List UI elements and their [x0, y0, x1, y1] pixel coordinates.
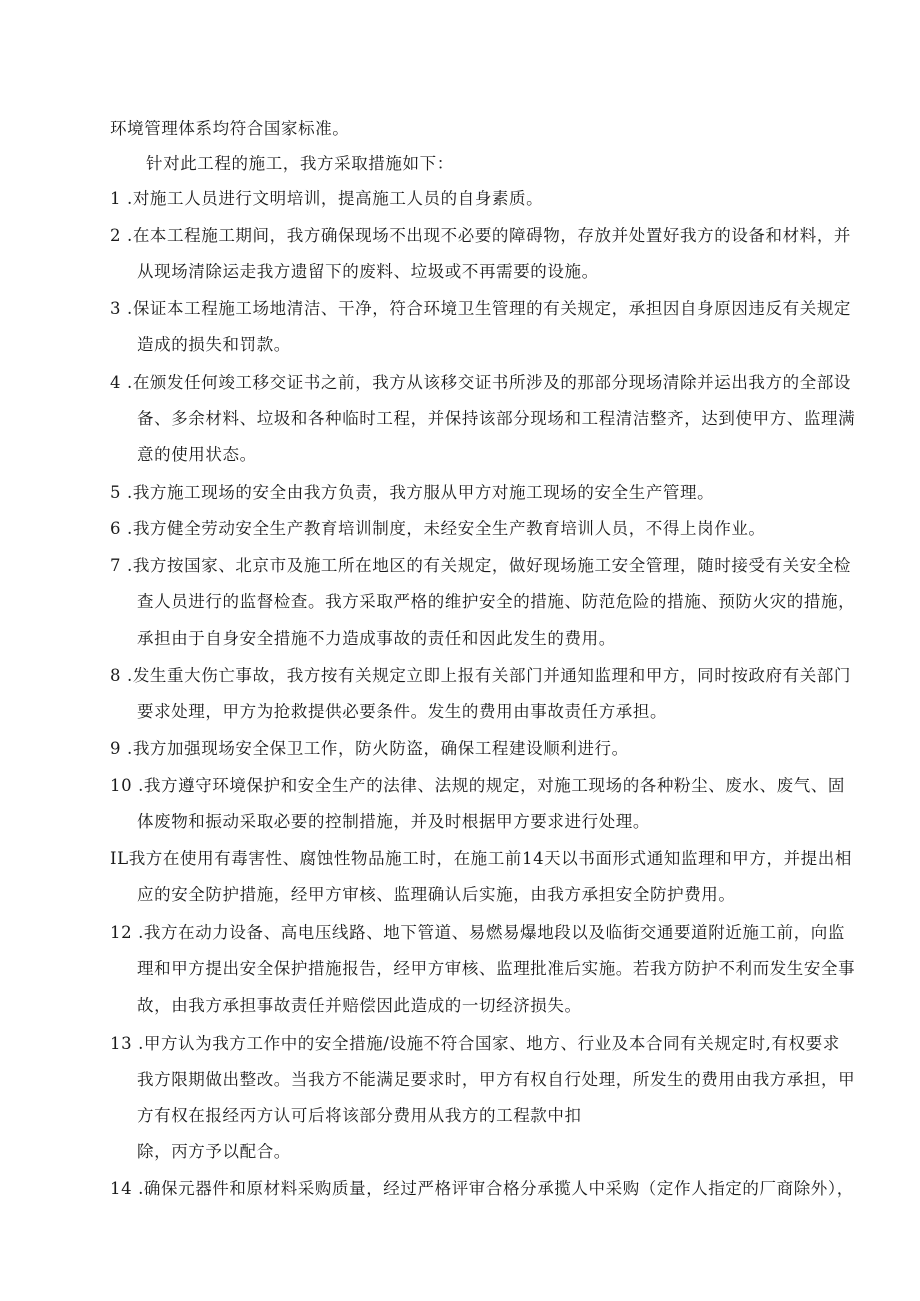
item-number: 8 [110, 666, 122, 685]
item-text: .发生重大伤亡事故，我方按有关规定立即上报有关部门并通知监理和甲方，同时按政府有关部门 [126, 666, 852, 685]
item-text: .在本工程施工期间，我方确保现场不出现不必要的障碍物，存放并处置好我方的设备和材料，并 [126, 226, 852, 245]
item-text-continuation: 查人员进行的监督检查。我方采取严格的维护安全的措施、防范危险的措施、预防火灾的措施， [137, 592, 856, 611]
item-text-continuation: 体废物和振动采取必要的控制措施，并及时根据甲方要求进行处理。 [137, 812, 650, 831]
item-text: .在颁发任何竣工移交证书之前，我方从该移交证书所涉及的那部分现场清除并运出我方的全部设 [126, 373, 852, 392]
item-number: 3 [110, 299, 122, 318]
item-number: 7 [110, 556, 122, 575]
item-text-continuation: 方有权在报经丙方认可后将该部分费用从我方的工程款中扣 [137, 1106, 582, 1125]
item-text: .确保元器件和原材料采购质量，经过严格评审合格分承揽人中采购（定作人指定的厂商除外）， [138, 1179, 854, 1198]
item-text-continuation: 备、多余材料、垃圾和各种临时工程，并保持该部分现场和工程清洁整齐，达到使甲方、监理满 [137, 409, 856, 428]
list-item [110, 848, 852, 870]
intro-line: 环境管理体系均符合国家标准。 [110, 119, 350, 138]
item-text-continuation: 承担由于自身安全措施不力造成事故的责任和因此发生的费用。 [137, 629, 616, 648]
list-item [110, 298, 851, 320]
item-number: 2 [110, 226, 122, 245]
lead-in: 针对此工程的施工，我方采取措施如下： [146, 154, 454, 173]
item-text-continuation: 从现场清除运走我方遗留下的废料、垃圾或不再需要的设施。 [137, 262, 599, 281]
item-number: 13 [110, 1034, 133, 1053]
item-text: .我方施工现场的安全由我方负责，我方服从甲方对施工现场的安全生产管理。 [126, 483, 715, 502]
item-text: .我方健全劳动安全生产教育培训制度，未经安全生产教育培训人员，不得上岗作业。 [126, 519, 766, 538]
item-number: 6 [110, 519, 122, 538]
item-text: .我方加强现场安全保卫工作，防火防盗，确保工程建设顺利进行。 [126, 739, 629, 758]
list-item [110, 225, 851, 247]
item-text-continuation: 理和甲方提出安全保护措施报告，经甲方审核、监理批准后实施。若我方防护不利而发生安全事 [137, 959, 856, 978]
list-item [110, 738, 629, 760]
item-number: IL [110, 849, 129, 868]
item-text: .我方遵守环境保护和安全生产的法律、法规的规定，对施工现场的各种粉尘、废水、废气、固 [138, 776, 846, 795]
item-number: 1 [110, 189, 122, 208]
list-item [110, 1178, 854, 1200]
item-text-continuation: 除，丙方予以配合。 [137, 1142, 291, 1161]
item-text: .我方按国家、北京市及施工所在地区的有关规定，做好现场施工安全管理，随时接受有关安全检 [126, 556, 852, 575]
item-text: .保证本工程施工场地清洁、干净，符合环境卫生管理的有关规定，承担因自身原因违反有关规定 [126, 299, 852, 318]
list-item [110, 922, 845, 944]
item-number: 10 [110, 776, 133, 795]
item-text-continuation: 故，由我方承担事故责任并赔偿因此造成的一切经济损失。 [137, 996, 582, 1015]
list-item [110, 555, 851, 577]
item-number: 9 [110, 739, 122, 758]
item-text: .我方在动力设备、高电压线路、地下管道、易燃易爆地段以及临街交通要道附近施工前，向监 [138, 923, 846, 942]
item-text: .甲方认为我方工作中的安全措施/设施不符合国家、地方、行业及本合同有关规定时,有权要求 [138, 1034, 840, 1053]
item-text-continuation: 应的安全防护措施，经甲方审核、监理确认后实施，由我方承担安全防护费用。 [137, 885, 736, 904]
item-number: 12 [110, 923, 133, 942]
list-item [110, 665, 851, 687]
item-number: 4 [110, 373, 122, 392]
item-number: 5 [110, 483, 122, 502]
item-text-continuation: 造成的损失和罚款。 [137, 335, 291, 354]
item-text-continuation: 意的使用状态。 [137, 445, 257, 464]
list-item [110, 518, 766, 540]
item-text: 我方在使用有毒害性、腐蚀性物品施工时，在施工前14天以书面形式通知监理和甲方，并提出相 [128, 849, 852, 868]
list-item [110, 372, 851, 394]
list-item [110, 188, 543, 210]
list-item [110, 1033, 840, 1055]
list-item [110, 775, 845, 797]
item-number: 14 [110, 1179, 133, 1198]
item-text: .对施工人员进行文明培训，提高施工人员的自身素质。 [126, 189, 544, 208]
item-text-continuation: 要求处理，甲方为抢救提供必要条件。发生的费用由事故责任方承担。 [137, 702, 668, 721]
list-item [110, 482, 714, 504]
item-text-continuation: 我方限期做出整改。当我方不能满足要求时，甲方有权自行处理，所发生的费用由我方承担，甲 [137, 1070, 856, 1089]
